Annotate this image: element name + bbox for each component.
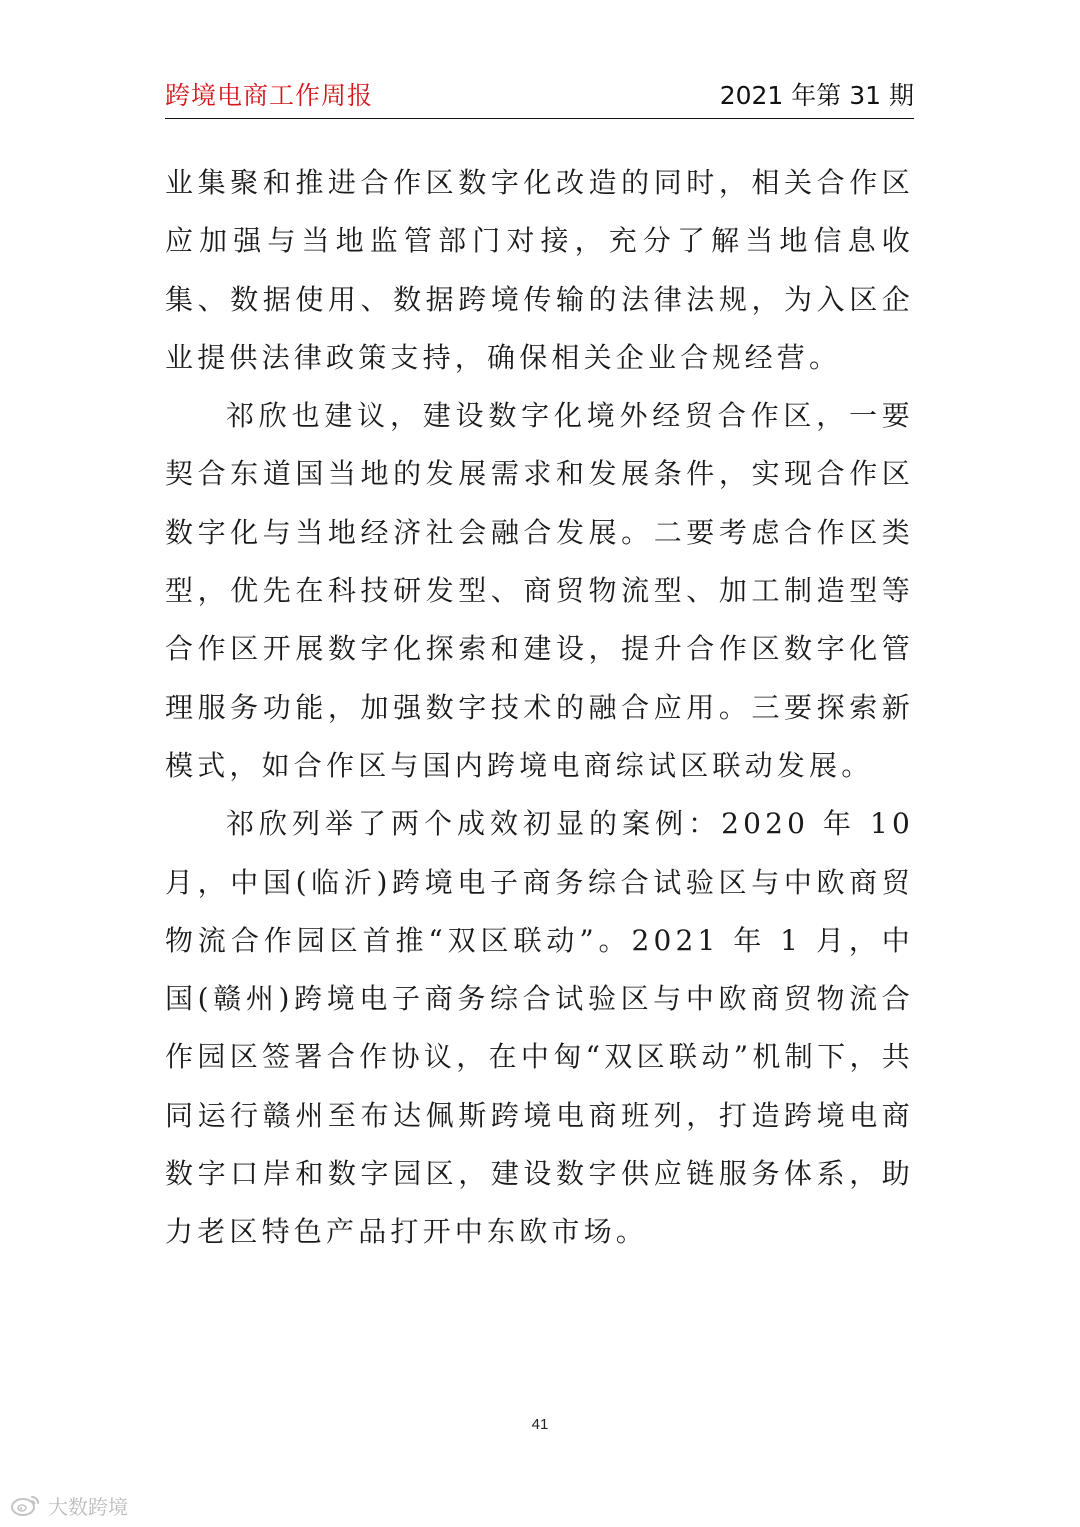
watermark-text: 大数跨境	[48, 1494, 128, 1519]
body-text	[165, 154, 914, 1262]
paragraph-2: 祁欣也建议，建设数字化境外经贸合作区，一要契合东道国当地的发展需求和发展条件，实现合作区数字化与当地经济社会融合发展。二要考虑合作区类型，优先在科技研发型、商贸物流型、加工制造型等合作区开展数字化探索和建设，提升合作区数字化管理服务功能，加强数字技术的融合应用。三要探索新模式，如合作区与国内跨境电商综试区联动发展。	[165, 399, 914, 782]
header-divider	[165, 118, 914, 119]
header-issue: 2021 年第 31 期	[719, 81, 914, 110]
page-number: 41	[531, 1416, 549, 1433]
weibo-logo-icon	[10, 1493, 42, 1517]
paragraph-3: 祁欣列举了两个成效初显的案例：2020 年 10 月，中国(临沂)跨境电子商务综合试验区与中欧商贸物流合作园区首推“双区联动”。2021 年 1 月，中国(赣州)跨境电子商务综合试验区与中欧商贸物流合作园区签署合作协议，在中匈“双区联动”机制下，共同运行赣州至布达佩斯跨境电商班列，打造跨境电商数字口岸和数字园区，建设数字供应链服务体系，助力老区特色产品打开中东欧市场。	[165, 807, 914, 1249]
header-title: 跨境电商工作周报	[165, 81, 374, 110]
watermark	[10, 1492, 128, 1518]
paragraph-1: 业集聚和推进合作区数字化改造的同时，相关合作区应加强与当地监管部门对接，充分了解当地信息收集、数据使用、数据跨境传输的法律法规，为入区企业提供法律政策支持，确保相关企业合规经营。	[165, 166, 914, 374]
